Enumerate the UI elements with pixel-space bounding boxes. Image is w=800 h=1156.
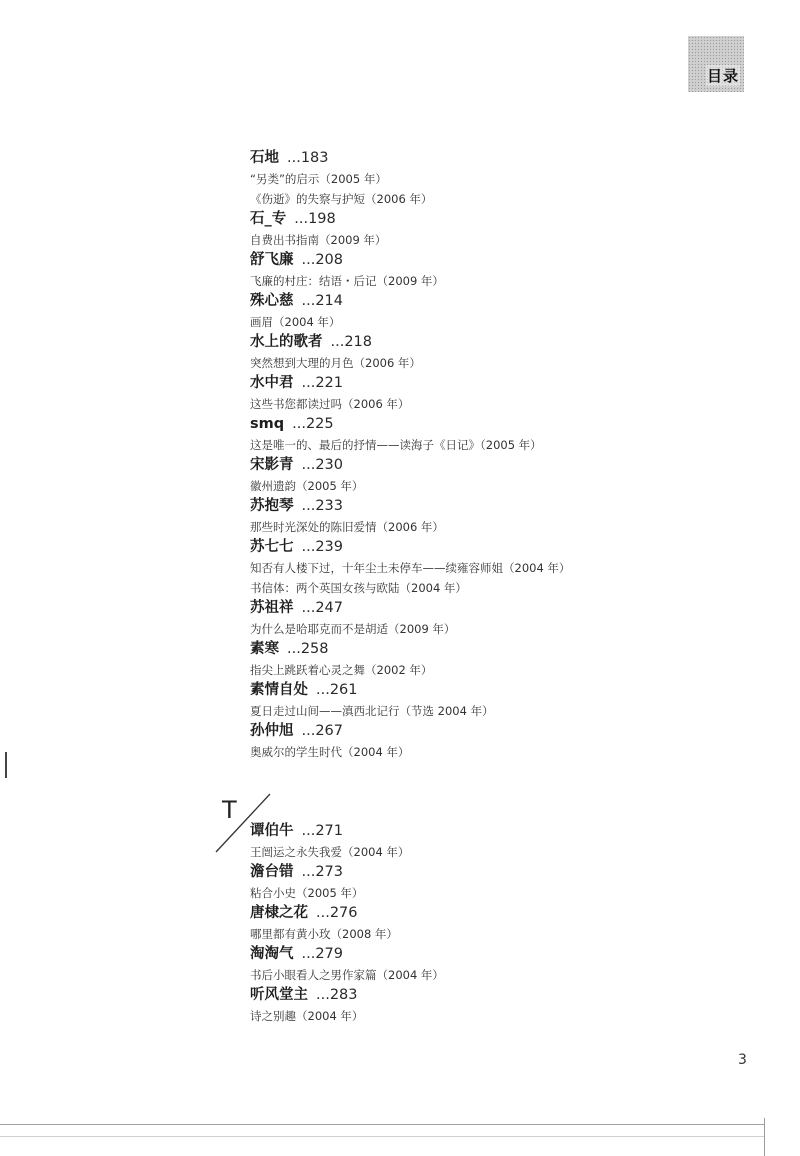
author-page-number: ...230 bbox=[301, 457, 344, 473]
author-name: 素寒 bbox=[250, 641, 279, 657]
author-name: smq bbox=[250, 416, 285, 432]
author-line bbox=[250, 209, 670, 230]
author-name: 水中君 bbox=[250, 375, 294, 391]
toc-entry bbox=[250, 821, 670, 862]
author-name: 水上的歌者 bbox=[250, 334, 323, 350]
author-line bbox=[250, 148, 670, 169]
toc-entry bbox=[250, 455, 670, 496]
page-bottom-edge bbox=[0, 1124, 764, 1126]
article-title: 为什么是哈耶克而不是胡适（2009 年） bbox=[250, 622, 456, 636]
scan-mark bbox=[5, 752, 7, 778]
author-line bbox=[250, 414, 670, 435]
author-page-number: ...279 bbox=[301, 946, 344, 962]
author-line bbox=[250, 903, 670, 924]
toc-entry bbox=[250, 598, 670, 639]
author-line bbox=[250, 944, 670, 965]
author-name: 素情自处 bbox=[250, 682, 308, 698]
author-name: 孙仲旭 bbox=[250, 723, 294, 739]
author-line bbox=[250, 291, 670, 312]
toc-entry bbox=[250, 537, 670, 598]
author-name: 舒飞廉 bbox=[250, 252, 294, 268]
author-line bbox=[250, 455, 670, 476]
page-edge-line bbox=[764, 1118, 766, 1156]
author-line bbox=[250, 862, 670, 883]
author-line bbox=[250, 373, 670, 394]
author-name: 澹台错 bbox=[250, 864, 294, 880]
article-title: 王闿运之永失我爱（2004 年） bbox=[250, 845, 410, 859]
article-title: 这些书您都读过吗（2006 年） bbox=[250, 397, 410, 411]
toc-entry bbox=[250, 985, 670, 1026]
toc-header-label: 目录 bbox=[706, 67, 739, 85]
author-name: 石_专 bbox=[250, 211, 287, 227]
article-title: 粘合小史（2005 年） bbox=[250, 886, 364, 900]
author-page-number: ...283 bbox=[316, 987, 358, 1003]
article-title: 指尖上跳跃着心灵之舞（2002 年） bbox=[250, 663, 433, 677]
author-line bbox=[250, 680, 670, 701]
author-page-number: ...233 bbox=[301, 498, 344, 514]
author-name: 殊心慈 bbox=[250, 293, 294, 309]
author-page-number: ...273 bbox=[301, 864, 344, 880]
author-page-number: ...276 bbox=[316, 905, 358, 921]
article-title: 那些时光深处的陈旧爱情（2006 年） bbox=[250, 520, 444, 534]
article-title: 这是唯一的、最后的抒情——读海子《日记》（2005 年） bbox=[250, 438, 542, 452]
author-line bbox=[250, 721, 670, 742]
author-name: 唐棣之花 bbox=[250, 905, 308, 921]
author-page-number: ...247 bbox=[301, 600, 344, 616]
author-name: 谭伯牛 bbox=[250, 823, 294, 839]
article-title: 哪里都有黄小玫（2008 年） bbox=[250, 927, 398, 941]
article-title: 夏日走过山间——滇西北记行（节选 2004 年） bbox=[250, 704, 494, 718]
toc-entry bbox=[250, 291, 670, 332]
author-page-number: ...261 bbox=[316, 682, 358, 698]
author-page-number: ...271 bbox=[301, 823, 344, 839]
page-number: 3 bbox=[738, 1052, 747, 1068]
article-title: 自费出书指南（2009 年） bbox=[250, 233, 387, 247]
toc-entry bbox=[250, 373, 670, 414]
author-page-number: ...208 bbox=[301, 252, 344, 268]
author-name: 宋影青 bbox=[250, 457, 294, 473]
author-name: 苏祖祥 bbox=[250, 600, 294, 616]
author-line bbox=[250, 598, 670, 619]
author-name: 听风堂主 bbox=[250, 987, 308, 1003]
toc-entry bbox=[250, 148, 670, 209]
article-title: 奥威尔的学生时代（2004 年） bbox=[250, 745, 410, 759]
article-title: 知否有人楼下过，十年尘土未停车——续雍容师姐（2004 年） bbox=[250, 561, 571, 575]
article-title: 突然想到大理的月色（2006 年） bbox=[250, 356, 421, 370]
author-page-number: ...267 bbox=[301, 723, 344, 739]
article-title: 诗之别趣（2004 年） bbox=[250, 1009, 364, 1023]
author-name: 苏抱琴 bbox=[250, 498, 294, 514]
author-line bbox=[250, 821, 670, 842]
toc-list-t bbox=[250, 821, 670, 1026]
author-page-number: ...258 bbox=[287, 641, 329, 657]
toc-entry bbox=[250, 639, 670, 680]
article-title: “另类”的启示（2005 年） bbox=[250, 172, 387, 186]
author-line bbox=[250, 332, 670, 353]
article-title: 画眉（2004 年） bbox=[250, 315, 341, 329]
toc-header-tab bbox=[688, 36, 744, 92]
author-line bbox=[250, 496, 670, 517]
toc-entry bbox=[250, 721, 670, 762]
article-title: 飞廉的村庄：结语・后记（2009 年） bbox=[250, 274, 444, 288]
author-page-number: ...214 bbox=[301, 293, 344, 309]
author-line bbox=[250, 250, 670, 271]
article-title: 《伤逝》的失察与护短（2006 年） bbox=[250, 192, 433, 206]
toc-entry bbox=[250, 250, 670, 291]
toc-entry bbox=[250, 414, 670, 455]
author-line bbox=[250, 537, 670, 558]
toc-entry bbox=[250, 903, 670, 944]
section-letter-t: T bbox=[222, 796, 237, 824]
article-title: 书信体：两个英国女孩与欧陆（2004 年） bbox=[250, 581, 467, 595]
toc-entry bbox=[250, 496, 670, 537]
toc-entry bbox=[250, 944, 670, 985]
article-title: 徽州遗韵（2005 年） bbox=[250, 479, 364, 493]
author-page-number: ...239 bbox=[301, 539, 344, 555]
toc-entry bbox=[250, 862, 670, 903]
author-line bbox=[250, 639, 670, 660]
author-page-number: ...221 bbox=[301, 375, 344, 391]
toc-entry bbox=[250, 332, 670, 373]
author-page-number: ...183 bbox=[287, 150, 329, 166]
author-name: 石地 bbox=[250, 150, 279, 166]
page-bottom-edge-shadow bbox=[0, 1136, 764, 1138]
author-page-number: ...198 bbox=[294, 211, 336, 227]
author-page-number: ...218 bbox=[330, 334, 373, 350]
author-line bbox=[250, 985, 670, 1006]
toc-entry bbox=[250, 209, 670, 250]
toc-list-s bbox=[250, 148, 670, 762]
author-name: 淘淘气 bbox=[250, 946, 294, 962]
author-page-number: ...225 bbox=[292, 416, 334, 432]
author-name: 苏七七 bbox=[250, 539, 294, 555]
article-title: 书后小眼看人之男作家篇（2004 年） bbox=[250, 968, 444, 982]
toc-entry bbox=[250, 680, 670, 721]
